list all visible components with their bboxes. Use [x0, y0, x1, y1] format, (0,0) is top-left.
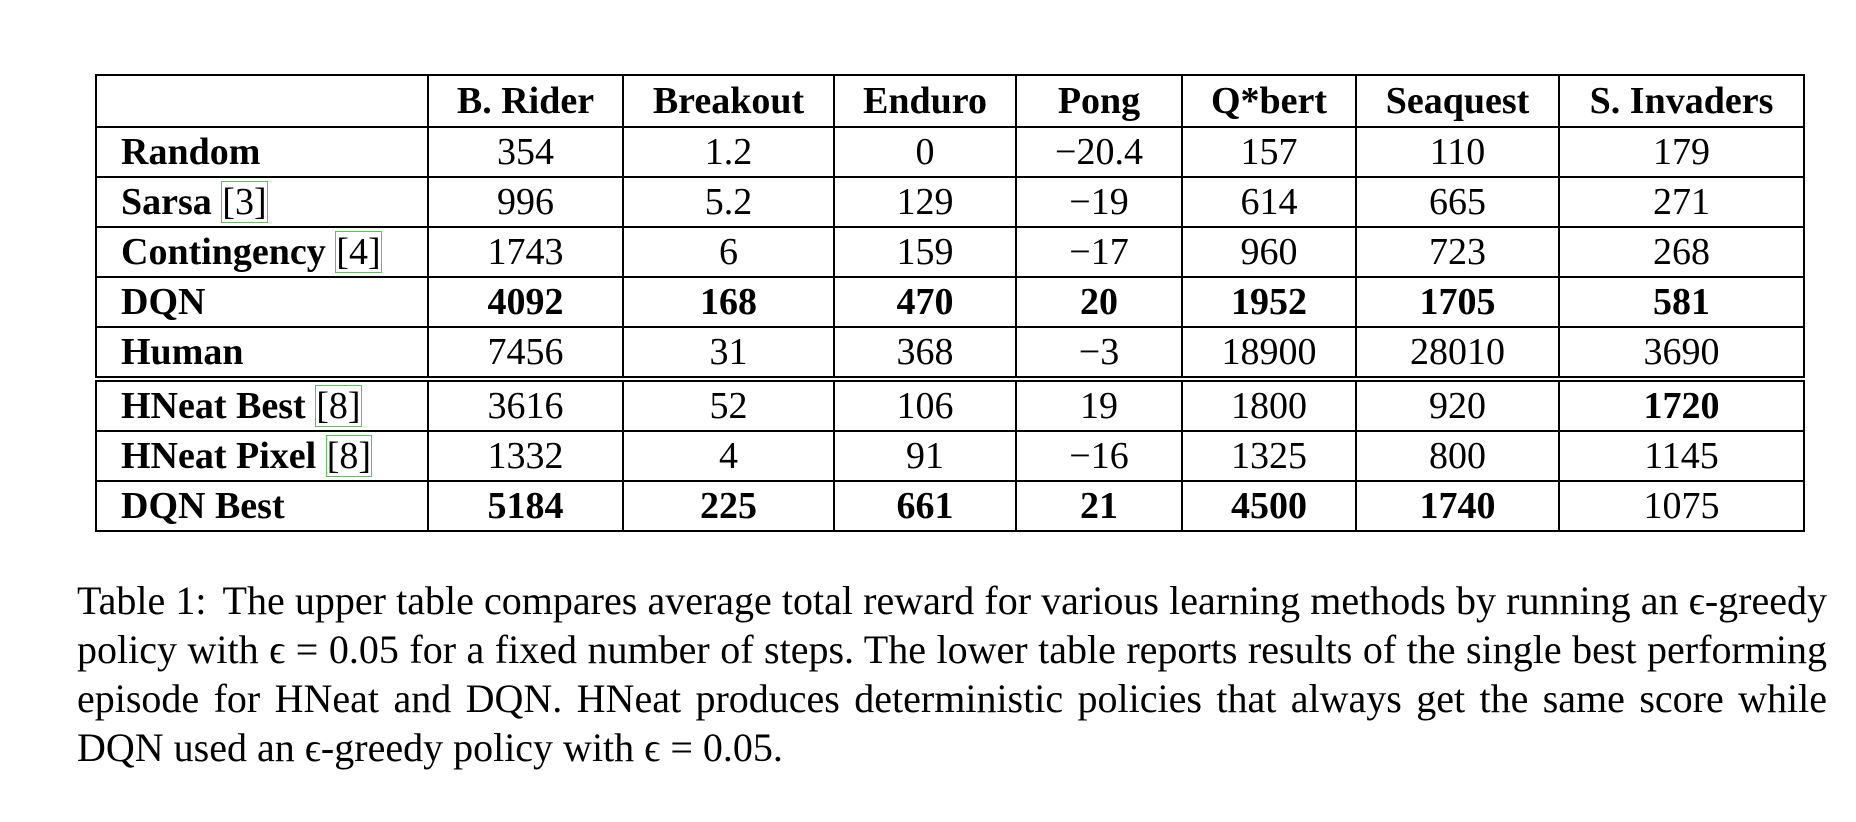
score-cell: 4500 — [1182, 481, 1356, 531]
score-cell: 800 — [1356, 431, 1559, 481]
score-cell: 1740 — [1356, 481, 1559, 531]
score-cell: 1800 — [1182, 379, 1356, 431]
score-cell: 1952 — [1182, 277, 1356, 327]
row-human — [96, 327, 1804, 379]
score-cell: 1743 — [428, 227, 623, 277]
score-cell: 91 — [834, 431, 1016, 481]
citation-link[interactable]: [8] — [316, 385, 361, 427]
score-cell: 0 — [834, 127, 1016, 177]
score-cell: 5184 — [428, 481, 623, 531]
score-cell: 52 — [623, 379, 834, 431]
score-cell: −20.4 — [1016, 127, 1182, 177]
score-cell: −19 — [1016, 177, 1182, 227]
method-cell — [96, 379, 428, 431]
score-cell: 3616 — [428, 379, 623, 431]
row-hneat-best — [96, 379, 1804, 431]
score-cell: 996 — [428, 177, 623, 227]
score-cell: 665 — [1356, 177, 1559, 227]
method-name: Human — [121, 331, 244, 373]
method-name: Random — [121, 131, 261, 173]
score-cell: 960 — [1182, 227, 1356, 277]
score-cell: 661 — [834, 481, 1016, 531]
score-cell: 106 — [834, 379, 1016, 431]
citation-link[interactable]: [3] — [222, 181, 267, 223]
score-cell: 1705 — [1356, 277, 1559, 327]
score-cell: −17 — [1016, 227, 1182, 277]
method-name: HNeat Pixel — [121, 435, 317, 477]
score-cell: 920 — [1356, 379, 1559, 431]
score-cell: 368 — [834, 327, 1016, 379]
row-sarsa — [96, 177, 1804, 227]
header-corner — [96, 75, 428, 127]
score-cell: 3690 — [1559, 327, 1804, 379]
score-cell: 271 — [1559, 177, 1804, 227]
score-cell: 179 — [1559, 127, 1804, 177]
column-header-s-invaders: S. Invaders — [1559, 75, 1804, 127]
score-cell: 168 — [623, 277, 834, 327]
score-cell: 5.2 — [623, 177, 834, 227]
method-name: DQN — [121, 281, 206, 323]
score-cell: 20 — [1016, 277, 1182, 327]
method-cell — [96, 227, 428, 277]
method-cell — [96, 481, 428, 531]
method-cell — [96, 327, 428, 379]
score-cell: 1720 — [1559, 379, 1804, 431]
column-header-seaquest: Seaquest — [1356, 75, 1559, 127]
method-cell — [96, 277, 428, 327]
score-cell: 28010 — [1356, 327, 1559, 379]
results-table — [95, 74, 1805, 532]
method-name: DQN Best — [121, 485, 285, 527]
method-cell — [96, 127, 428, 177]
score-cell: 18900 — [1182, 327, 1356, 379]
score-cell: 157 — [1182, 127, 1356, 177]
citation-link[interactable]: [4] — [336, 231, 381, 273]
row-contingency — [96, 227, 1804, 277]
score-cell: 1325 — [1182, 431, 1356, 481]
score-cell: 470 — [834, 277, 1016, 327]
score-cell: 1075 — [1559, 481, 1804, 531]
method-name: Sarsa — [121, 181, 212, 223]
caption-label: Table 1: — [77, 578, 207, 623]
score-cell: 110 — [1356, 127, 1559, 177]
score-cell: 1145 — [1559, 431, 1804, 481]
score-cell: 31 — [623, 327, 834, 379]
header-row — [96, 75, 1804, 127]
score-cell: 4 — [623, 431, 834, 481]
score-cell: 354 — [428, 127, 623, 177]
score-cell: 4092 — [428, 277, 623, 327]
score-cell: 723 — [1356, 227, 1559, 277]
score-cell: 129 — [834, 177, 1016, 227]
citation-link[interactable]: [8] — [326, 435, 372, 477]
caption-text: The upper table compares average total reward for various learning methods by running an ϵ-greedy policy with ϵ = 0.05 for a fixed number of steps. The lower table reports results of the single best performing episode for HNeat and DQN. HNeat produces deterministic policies that always get the same score while DQN used an ϵ-greedy policy with ϵ = 0.05. — [77, 578, 1828, 770]
score-cell: 1332 — [428, 431, 623, 481]
score-cell: 614 — [1182, 177, 1356, 227]
column-header-b-rider: B. Rider — [428, 75, 623, 127]
score-cell: 225 — [623, 481, 834, 531]
method-name: HNeat Best — [121, 385, 306, 427]
score-cell: −3 — [1016, 327, 1182, 379]
method-cell — [96, 177, 428, 227]
score-cell: 159 — [834, 227, 1016, 277]
row-dqn-best — [96, 481, 1804, 531]
score-cell: 268 — [1559, 227, 1804, 277]
score-cell: −16 — [1016, 431, 1182, 481]
column-header-qbert: Q*bert — [1182, 75, 1356, 127]
column-header-enduro: Enduro — [834, 75, 1016, 127]
score-cell: 6 — [623, 227, 834, 277]
row-dqn — [96, 277, 1804, 327]
column-header-breakout: Breakout — [623, 75, 834, 127]
row-hneat-pixel — [96, 431, 1804, 481]
column-header-pong: Pong — [1016, 75, 1182, 127]
score-cell: 21 — [1016, 481, 1182, 531]
score-cell: 581 — [1559, 277, 1804, 327]
method-cell — [96, 431, 428, 481]
method-name: Contingency — [121, 231, 326, 273]
row-random — [96, 127, 1804, 177]
score-cell: 19 — [1016, 379, 1182, 431]
score-cell: 1.2 — [623, 127, 834, 177]
score-cell: 7456 — [428, 327, 623, 379]
table-caption — [77, 576, 1827, 772]
